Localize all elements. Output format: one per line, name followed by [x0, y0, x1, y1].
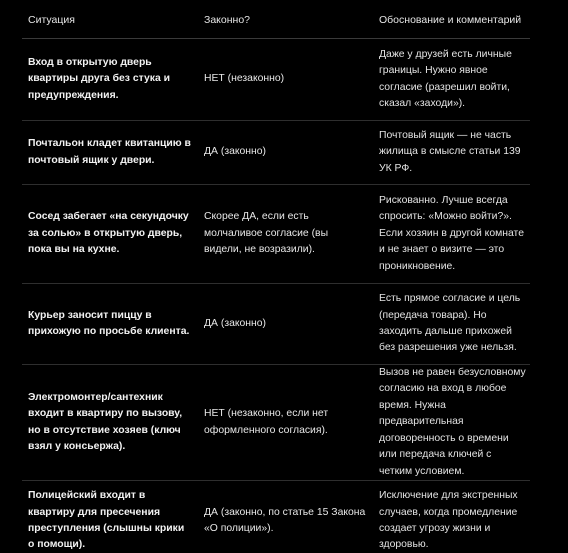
cell-situation: Почтальон кладет квитанцию в почтовый ящик у двери.	[22, 121, 198, 185]
header-row	[22, 2, 530, 39]
cell-comment: Даже у друзей есть личные границы. Нужно явное согласие (разрешил войти, сказал «заходи»).	[373, 39, 530, 121]
cell-comment: Есть прямое согласие и цель (передача товара). Но заходить дальше прихожей без разрешения уже нельзя.	[373, 284, 530, 365]
table-body	[22, 39, 530, 553]
legality-table	[22, 2, 530, 553]
cell-legal: НЕТ (незаконно)	[198, 39, 373, 121]
cell-legal: НЕТ (незаконно, если нет оформленного согласия).	[198, 365, 373, 481]
cell-comment: Исключение для экстренных случаев, когда промедление создает угрозу жизни и здоровью.	[379, 490, 518, 551]
table-row	[22, 39, 530, 121]
table-row	[22, 121, 530, 185]
header-comment: Обоснование и комментарий	[373, 2, 530, 39]
cell-comment: Почтовый ящик — не часть жилища в смысле статьи 139 УК РФ.	[373, 121, 530, 185]
table-row	[22, 284, 530, 365]
cell-legal: ДА (законно)	[198, 121, 373, 185]
table-row	[22, 365, 530, 481]
cell-comment: Вызов не равен безусловному согласию на вход в любое время. Нужна предварительная договоренность о времени или передача ключей с четким условием.	[373, 365, 530, 481]
cell-legal: Скорее ДА, если есть молчаливое согласие (вы видели, не возразили).	[198, 185, 373, 284]
table-row	[22, 481, 530, 553]
cell-comment: Рискованно. Лучше всегда спросить: «Можно войти?». Если хозяин в другой комнате и не знает о визите — это проникновение.	[373, 185, 530, 284]
table-row	[22, 185, 530, 284]
cell-situation: Вход в открытую дверь квартиры друга без стука и предупреждения.	[22, 39, 198, 121]
cell-situation: Полицейский входит в квартиру для пресечения преступления (слышны крики о помощи).	[28, 490, 185, 551]
cell-legal: ДА (законно, по статье 15 Закона «О полиции»).	[204, 506, 366, 534]
cell-situation: Сосед забегает «на секундочку за солью» в открытую дверь, пока вы на кухне.	[22, 185, 198, 284]
cell-situation: Электромонтер/сантехник входит в квартиру по вызову, но в отсутствие хозяев (ключ взял у консьержа).	[22, 365, 198, 481]
header-situation: Ситуация	[22, 2, 198, 39]
cell-situation: Курьер заносит пиццу в прихожую по просьбе клиента.	[22, 284, 198, 365]
table-header	[22, 2, 530, 39]
cell-legal: ДА (законно)	[198, 284, 373, 365]
header-legal: Законно?	[198, 2, 373, 39]
